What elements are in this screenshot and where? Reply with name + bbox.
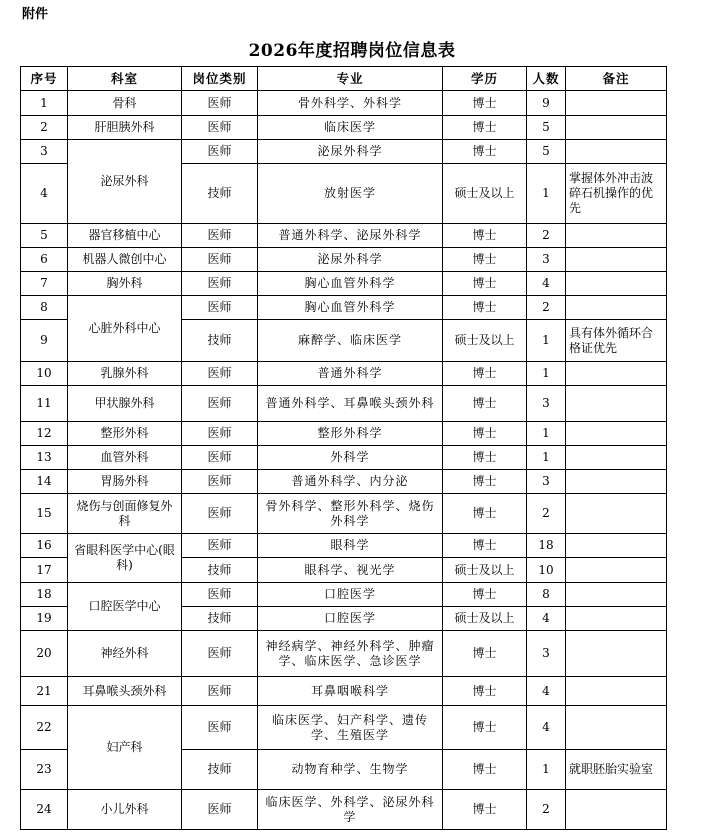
cell-no: 10 (21, 362, 68, 386)
cell-post: 技师 (182, 320, 258, 362)
cell-dept: 胸外科 (68, 272, 182, 296)
cell-note (566, 607, 667, 631)
cell-count: 3 (527, 386, 566, 422)
cell-post: 医师 (182, 534, 258, 558)
table-row (21, 272, 667, 296)
cell-major: 临床医学、外科学、泌尿外科学 (258, 790, 443, 830)
cell-major: 口腔医学 (258, 607, 443, 631)
cell-no: 24 (21, 790, 68, 830)
table-row (21, 296, 667, 320)
cell-note (566, 677, 667, 706)
cell-no: 1 (21, 91, 68, 116)
cell-edu: 博士 (443, 631, 527, 677)
cell-no: 11 (21, 386, 68, 422)
header-note: 备注 (566, 67, 667, 91)
cell-edu: 博士 (443, 296, 527, 320)
cell-note (566, 272, 667, 296)
cell-edu: 博士 (443, 583, 527, 607)
cell-note (566, 422, 667, 446)
cell-no: 8 (21, 296, 68, 320)
cell-edu: 硕士及以上 (443, 320, 527, 362)
header-count: 人数 (527, 67, 566, 91)
cell-note: 就职胚胎实验室 (566, 750, 667, 790)
cell-edu: 博士 (443, 470, 527, 494)
table-row (21, 91, 667, 116)
cell-edu: 博士 (443, 677, 527, 706)
cell-note (566, 91, 667, 116)
cell-no: 12 (21, 422, 68, 446)
cell-note (566, 116, 667, 140)
cell-dept: 肝胆胰外科 (68, 116, 182, 140)
header-no: 序号 (21, 67, 68, 91)
cell-edu: 硕士及以上 (443, 558, 527, 583)
table-row (21, 534, 667, 558)
cell-post: 技师 (182, 750, 258, 790)
cell-no: 6 (21, 248, 68, 272)
cell-no: 9 (21, 320, 68, 362)
table-row (21, 706, 667, 750)
cell-post: 医师 (182, 272, 258, 296)
table-row (21, 790, 667, 830)
cell-post: 医师 (182, 91, 258, 116)
cell-edu: 博士 (443, 422, 527, 446)
cell-edu: 博士 (443, 750, 527, 790)
cell-edu: 硕士及以上 (443, 607, 527, 631)
cell-dept: 胃肠外科 (68, 470, 182, 494)
cell-count: 1 (527, 362, 566, 386)
table-row (21, 140, 667, 164)
cell-major: 外科学 (258, 446, 443, 470)
cell-note: 具有体外循环合格证优先 (566, 320, 667, 362)
cell-count: 2 (527, 790, 566, 830)
table-row (21, 422, 667, 446)
cell-major: 普通外科学 (258, 362, 443, 386)
cell-count: 10 (527, 558, 566, 583)
cell-dept: 整形外科 (68, 422, 182, 446)
cell-edu: 博士 (443, 272, 527, 296)
cell-count: 9 (527, 91, 566, 116)
cell-count: 1 (527, 320, 566, 362)
cell-no: 16 (21, 534, 68, 558)
cell-count: 5 (527, 116, 566, 140)
cell-count: 2 (527, 296, 566, 320)
cell-edu: 博士 (443, 140, 527, 164)
cell-no: 20 (21, 631, 68, 677)
table-row (21, 224, 667, 248)
cell-dept: 心脏外科中心 (68, 296, 182, 362)
cell-dept: 器官移植中心 (68, 224, 182, 248)
cell-edu: 博士 (443, 386, 527, 422)
cell-major: 泌尿外科学 (258, 248, 443, 272)
cell-major: 骨外科学、外科学 (258, 91, 443, 116)
cell-count: 1 (527, 422, 566, 446)
cell-post: 医师 (182, 422, 258, 446)
cell-dept: 骨科 (68, 91, 182, 116)
cell-post: 医师 (182, 583, 258, 607)
table-header-row (21, 67, 667, 91)
cell-edu: 博士 (443, 116, 527, 140)
cell-count: 4 (527, 677, 566, 706)
cell-edu: 博士 (443, 362, 527, 386)
cell-post: 技师 (182, 607, 258, 631)
cell-edu: 博士 (443, 790, 527, 830)
cell-no: 15 (21, 494, 68, 534)
cell-note: 掌握体外冲击波碎石机操作的优先 (566, 164, 667, 224)
cell-no: 23 (21, 750, 68, 790)
cell-note (566, 706, 667, 750)
cell-no: 13 (21, 446, 68, 470)
cell-no: 4 (21, 164, 68, 224)
header-major: 专业 (258, 67, 443, 91)
cell-post: 医师 (182, 296, 258, 320)
cell-no: 3 (21, 140, 68, 164)
cell-count: 4 (527, 272, 566, 296)
cell-dept: 甲状腺外科 (68, 386, 182, 422)
cell-note (566, 790, 667, 830)
cell-note (566, 140, 667, 164)
cell-dept: 烧伤与创面修复外科 (68, 494, 182, 534)
cell-major: 普通外科学、内分泌 (258, 470, 443, 494)
table-row (21, 470, 667, 494)
cell-count: 4 (527, 706, 566, 750)
table-row (21, 386, 667, 422)
cell-major: 整形外科学 (258, 422, 443, 446)
cell-dept: 小儿外科 (68, 790, 182, 830)
cell-note (566, 470, 667, 494)
cell-note (566, 362, 667, 386)
cell-post: 医师 (182, 386, 258, 422)
cell-count: 3 (527, 248, 566, 272)
cell-post: 医师 (182, 362, 258, 386)
cell-major: 骨外科学、整形外科学、烧伤外科学 (258, 494, 443, 534)
cell-note (566, 386, 667, 422)
table-row (21, 248, 667, 272)
cell-post: 技师 (182, 558, 258, 583)
cell-major: 胸心血管外科学 (258, 296, 443, 320)
cell-major: 耳鼻咽喉科学 (258, 677, 443, 706)
cell-edu: 硕士及以上 (443, 164, 527, 224)
cell-post: 医师 (182, 446, 258, 470)
cell-no: 5 (21, 224, 68, 248)
cell-count: 1 (527, 164, 566, 224)
table-row (21, 583, 667, 607)
cell-major: 普通外科学、耳鼻喉头颈外科 (258, 386, 443, 422)
table-row (21, 116, 667, 140)
cell-post: 医师 (182, 631, 258, 677)
table-row (21, 362, 667, 386)
header-edu: 学历 (443, 67, 527, 91)
cell-post: 医师 (182, 116, 258, 140)
cell-note (566, 224, 667, 248)
cell-post: 医师 (182, 470, 258, 494)
cell-note (566, 534, 667, 558)
cell-count: 2 (527, 494, 566, 534)
cell-dept: 机器人微创中心 (68, 248, 182, 272)
cell-major: 泌尿外科学 (258, 140, 443, 164)
cell-major: 普通外科学、泌尿外科学 (258, 224, 443, 248)
cell-note (566, 583, 667, 607)
cell-post: 医师 (182, 677, 258, 706)
cell-post: 医师 (182, 140, 258, 164)
cell-note (566, 494, 667, 534)
cell-major: 麻醉学、临床医学 (258, 320, 443, 362)
table-row (21, 631, 667, 677)
cell-major: 神经病学、神经外科学、肿瘤学、临床医学、急诊医学 (258, 631, 443, 677)
cell-dept: 泌尿外科 (68, 140, 182, 224)
table-row (21, 494, 667, 534)
cell-major: 胸心血管外科学 (258, 272, 443, 296)
header-dept: 科室 (68, 67, 182, 91)
cell-dept: 神经外科 (68, 631, 182, 677)
cell-edu: 博士 (443, 446, 527, 470)
cell-count: 8 (527, 583, 566, 607)
cell-dept: 省眼科医学中心(眼科) (68, 534, 182, 583)
cell-post: 技师 (182, 164, 258, 224)
cell-major: 口腔医学 (258, 583, 443, 607)
cell-major: 眼科学、视光学 (258, 558, 443, 583)
cell-count: 5 (527, 140, 566, 164)
cell-note (566, 296, 667, 320)
cell-dept: 妇产科 (68, 706, 182, 790)
cell-count: 1 (527, 750, 566, 790)
cell-count: 2 (527, 224, 566, 248)
cell-post: 医师 (182, 494, 258, 534)
cell-major: 眼科学 (258, 534, 443, 558)
cell-note (566, 558, 667, 583)
cell-edu: 博士 (443, 248, 527, 272)
cell-no: 19 (21, 607, 68, 631)
cell-no: 17 (21, 558, 68, 583)
cell-count: 4 (527, 607, 566, 631)
table-row (21, 677, 667, 706)
cell-dept: 乳腺外科 (68, 362, 182, 386)
cell-no: 2 (21, 116, 68, 140)
cell-note (566, 248, 667, 272)
cell-major: 临床医学 (258, 116, 443, 140)
cell-edu: 博士 (443, 494, 527, 534)
cell-no: 21 (21, 677, 68, 706)
attachment-label: 附件 (22, 7, 49, 22)
cell-note (566, 446, 667, 470)
cell-count: 18 (527, 534, 566, 558)
cell-major: 放射医学 (258, 164, 443, 224)
cell-post: 医师 (182, 790, 258, 830)
cell-count: 3 (527, 470, 566, 494)
cell-dept: 口腔医学中心 (68, 583, 182, 631)
recruitment-table (20, 66, 667, 830)
cell-dept: 耳鼻喉头颈外科 (68, 677, 182, 706)
cell-note (566, 631, 667, 677)
cell-dept: 血管外科 (68, 446, 182, 470)
table-row (21, 446, 667, 470)
cell-major: 动物育种学、生物学 (258, 750, 443, 790)
cell-edu: 博士 (443, 224, 527, 248)
header-post: 岗位类别 (182, 67, 258, 91)
cell-post: 医师 (182, 706, 258, 750)
cell-post: 医师 (182, 248, 258, 272)
cell-edu: 博士 (443, 91, 527, 116)
cell-edu: 博士 (443, 534, 527, 558)
cell-no: 14 (21, 470, 68, 494)
page-title: 2026年度招聘岗位信息表 (248, 41, 456, 61)
cell-no: 18 (21, 583, 68, 607)
cell-major: 临床医学、妇产科学、遗传学、生殖医学 (258, 706, 443, 750)
cell-count: 1 (527, 446, 566, 470)
cell-edu: 博士 (443, 706, 527, 750)
cell-no: 7 (21, 272, 68, 296)
cell-no: 22 (21, 706, 68, 750)
cell-post: 医师 (182, 224, 258, 248)
cell-count: 3 (527, 631, 566, 677)
